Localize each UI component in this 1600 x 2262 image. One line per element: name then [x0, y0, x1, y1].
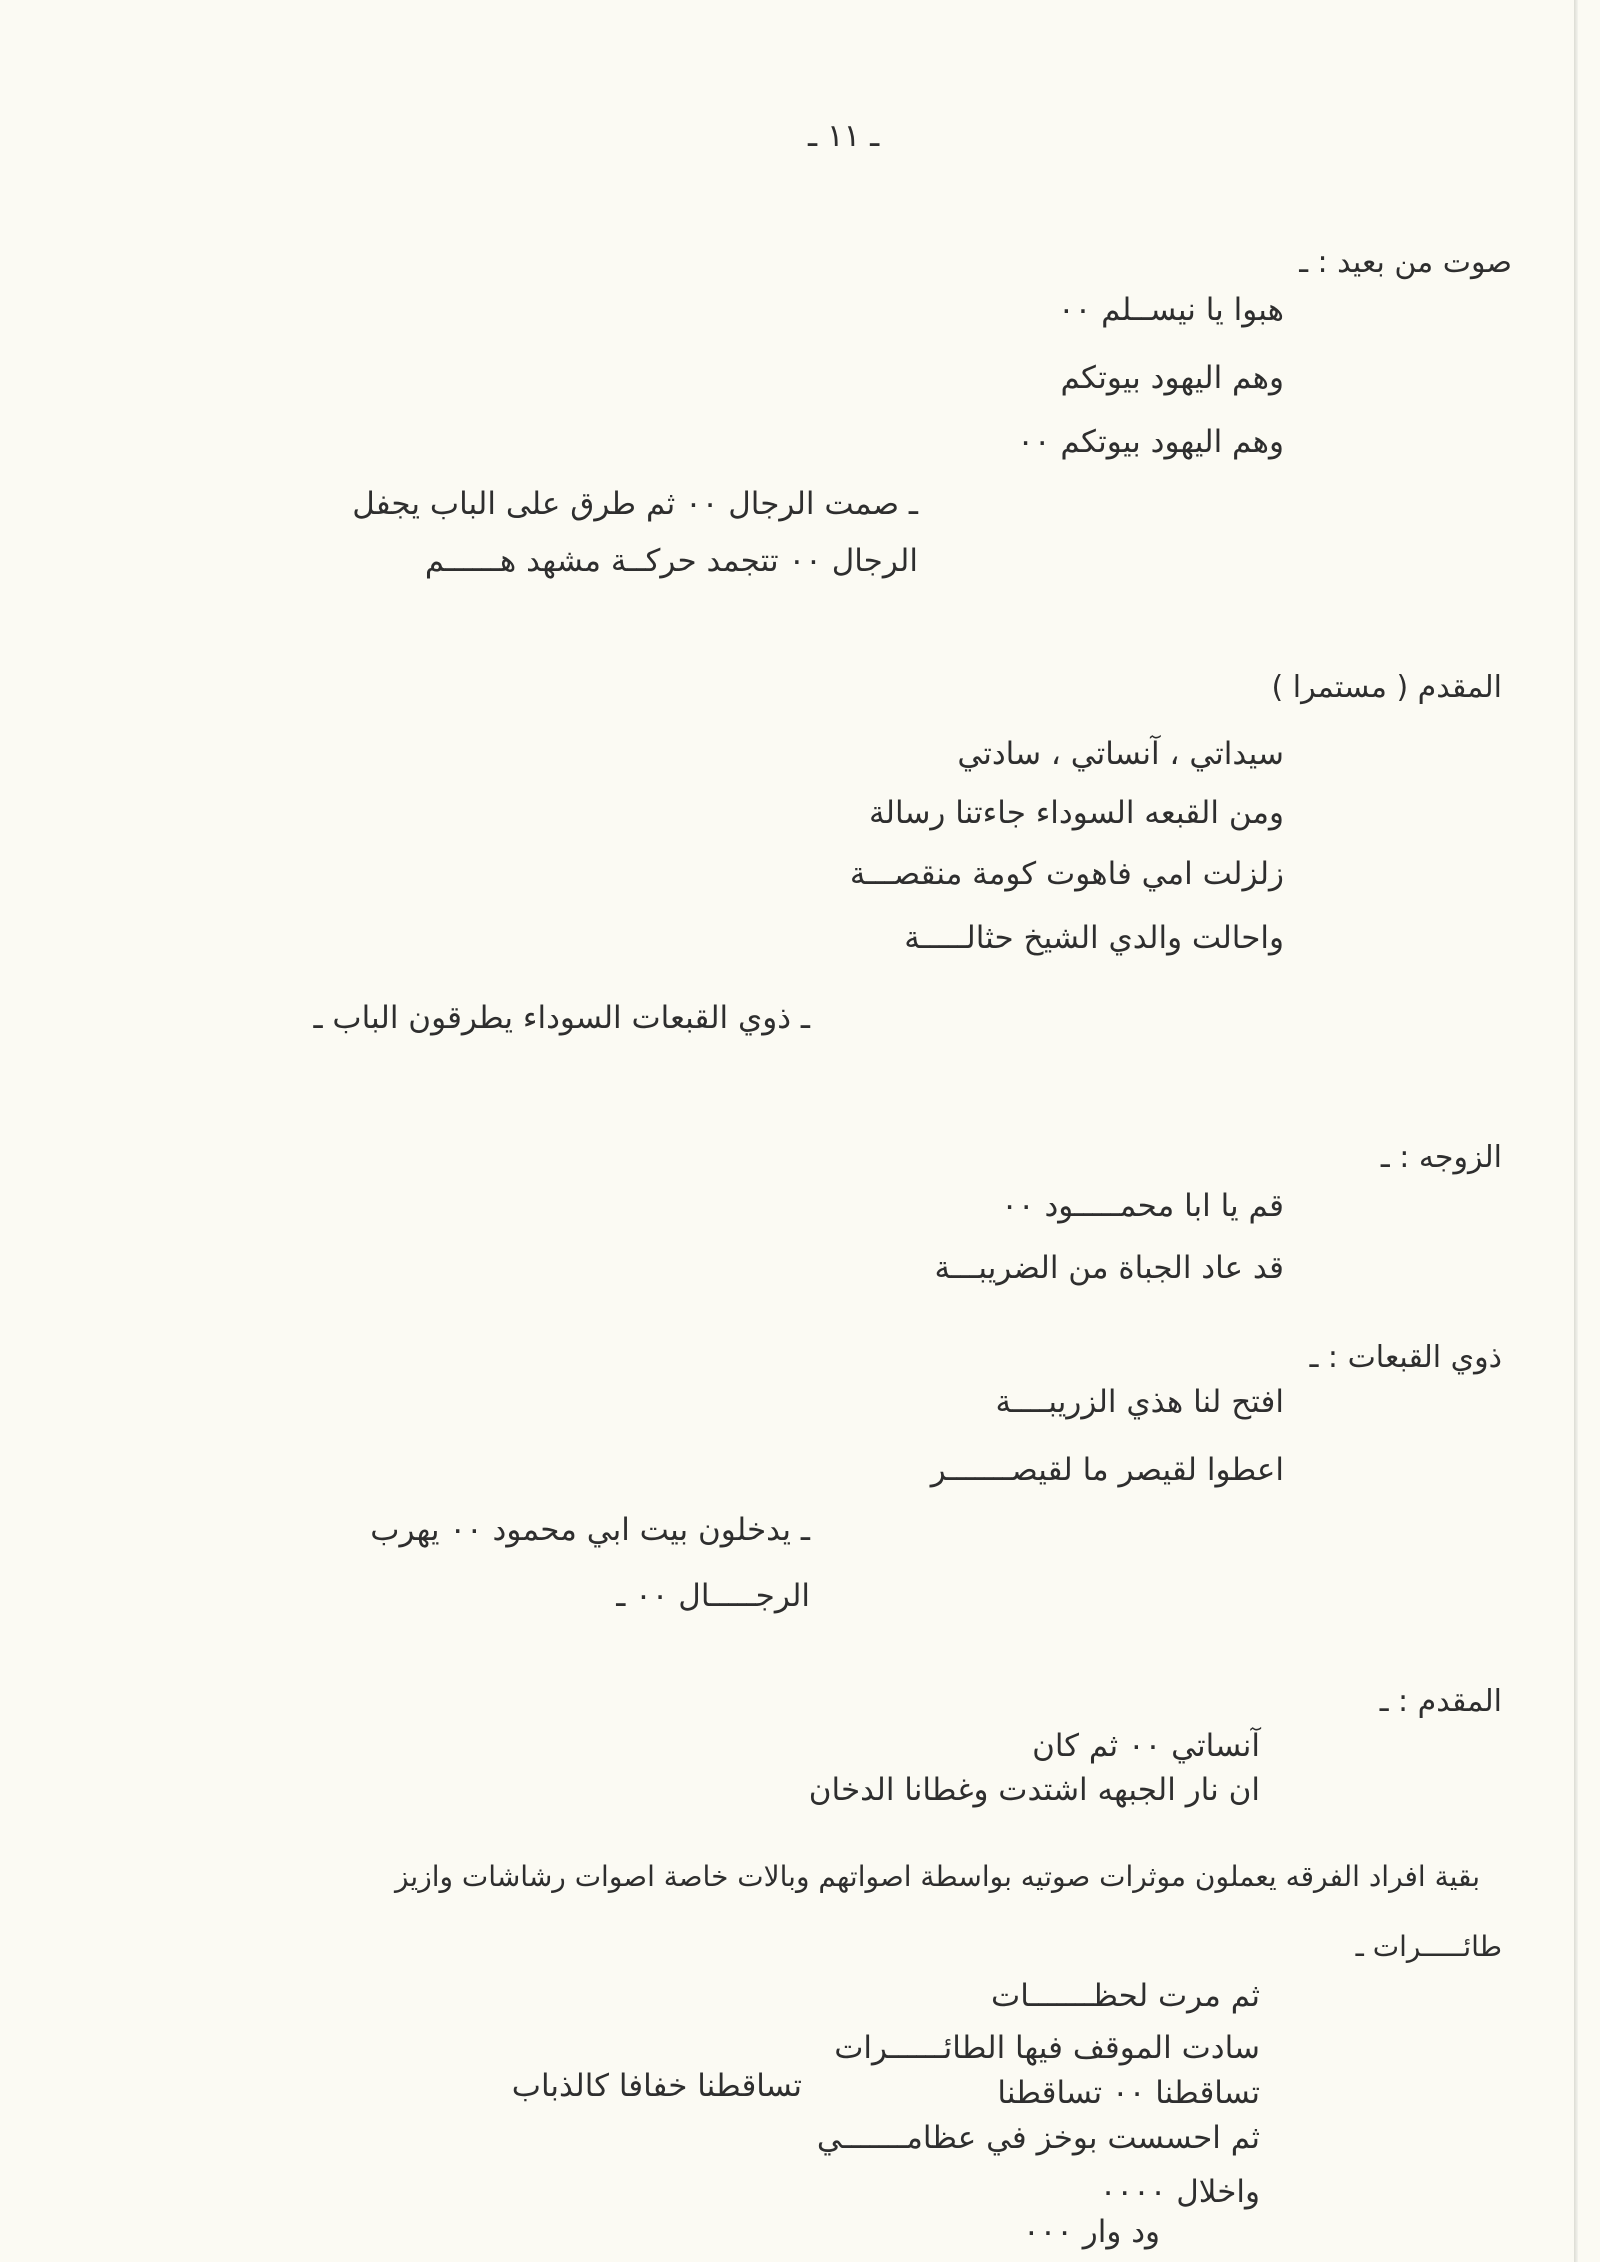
verse-line: واحالت والدي الشيخ حثالـــــة	[904, 920, 1284, 956]
stage-direction: طائـــــرات ـ	[1355, 1930, 1502, 1963]
stage-direction: ـ ذوي القبعات السوداء يطرقون الباب ـ	[313, 1000, 810, 1036]
verse-line: تساقطنا ٠٠ تساقطنا	[997, 2075, 1260, 2111]
stage-direction: الرجال ٠٠ تتجمد حركــة مشهد هــــــم	[424, 543, 918, 579]
verse-line: قم يا ابا محمـــــود ٠٠	[1001, 1188, 1284, 1224]
stage-direction: الرجـــــال ٠٠ ـ	[616, 1578, 810, 1614]
verse-line: وهم اليهود بيوتكم	[1060, 360, 1284, 396]
stage-direction: ـ صمت الرجال ٠٠ ثم طرق على الباب يجفل	[352, 486, 918, 522]
speaker-label: المقدم ( مستمرا )	[1271, 670, 1502, 705]
verse-line: ومن القبعه السوداء جاءتنا رسالة	[868, 795, 1284, 831]
verse-line: ثم احسست بوخز في عظامـــــــي	[816, 2120, 1260, 2156]
verse-line: ود وار ٠٠٠	[1023, 2214, 1160, 2250]
speaker-label: المقدم : ـ	[1379, 1684, 1502, 1719]
verse-line: سيداتي ، آنساتي ، سادتي	[957, 736, 1284, 772]
stage-direction: بقية افراد الفرقه يعملون موثرات صوتيه بواسطة اصواتهم وبالات خاصة اصوات رشاشات وازيز	[394, 1860, 1480, 1893]
verse-line: افتح لنا هذي الزريبــــة	[995, 1384, 1284, 1420]
page-number: ـ ١١ ـ	[808, 118, 880, 154]
verse-line: آنساتي ٠٠ ثم كان	[1032, 1728, 1260, 1764]
verse-line: ان نار الجبهه اشتدت وغطانا الدخان	[808, 1772, 1260, 1808]
verse-line: قد عاد الجباة من الضريبـــة	[934, 1250, 1284, 1286]
speaker-label: الزوجه : ـ	[1380, 1140, 1502, 1175]
verse-line: ثم مرت لحظـــــــات	[991, 1978, 1260, 2014]
page-edge	[1574, 0, 1578, 2262]
verse-line: سادت الموقف فيها الطائــــــرات	[834, 2030, 1260, 2066]
speaker-label: ذوي القبعات : ـ	[1309, 1340, 1502, 1375]
verse-line: هبوا يا نيســلم ٠٠	[1058, 292, 1284, 328]
speaker-label: صوت من بعيد : ـ	[1299, 245, 1512, 280]
verse-line: تساقطنا خفافا كالذباب	[511, 2068, 802, 2104]
verse-line: اعطوا لقيصر ما لقيصـــــــر	[930, 1452, 1284, 1488]
verse-line: زلزلت امي فاهوت كومة منقصـــة	[849, 856, 1284, 892]
verse-line: واخلال ٠٠٠٠	[1099, 2174, 1260, 2210]
verse-line: وهم اليهود بيوتكم ٠٠	[1017, 424, 1284, 460]
stage-direction: ـ يدخلون بيت ابي محمود ٠٠ يهرب	[370, 1512, 810, 1548]
